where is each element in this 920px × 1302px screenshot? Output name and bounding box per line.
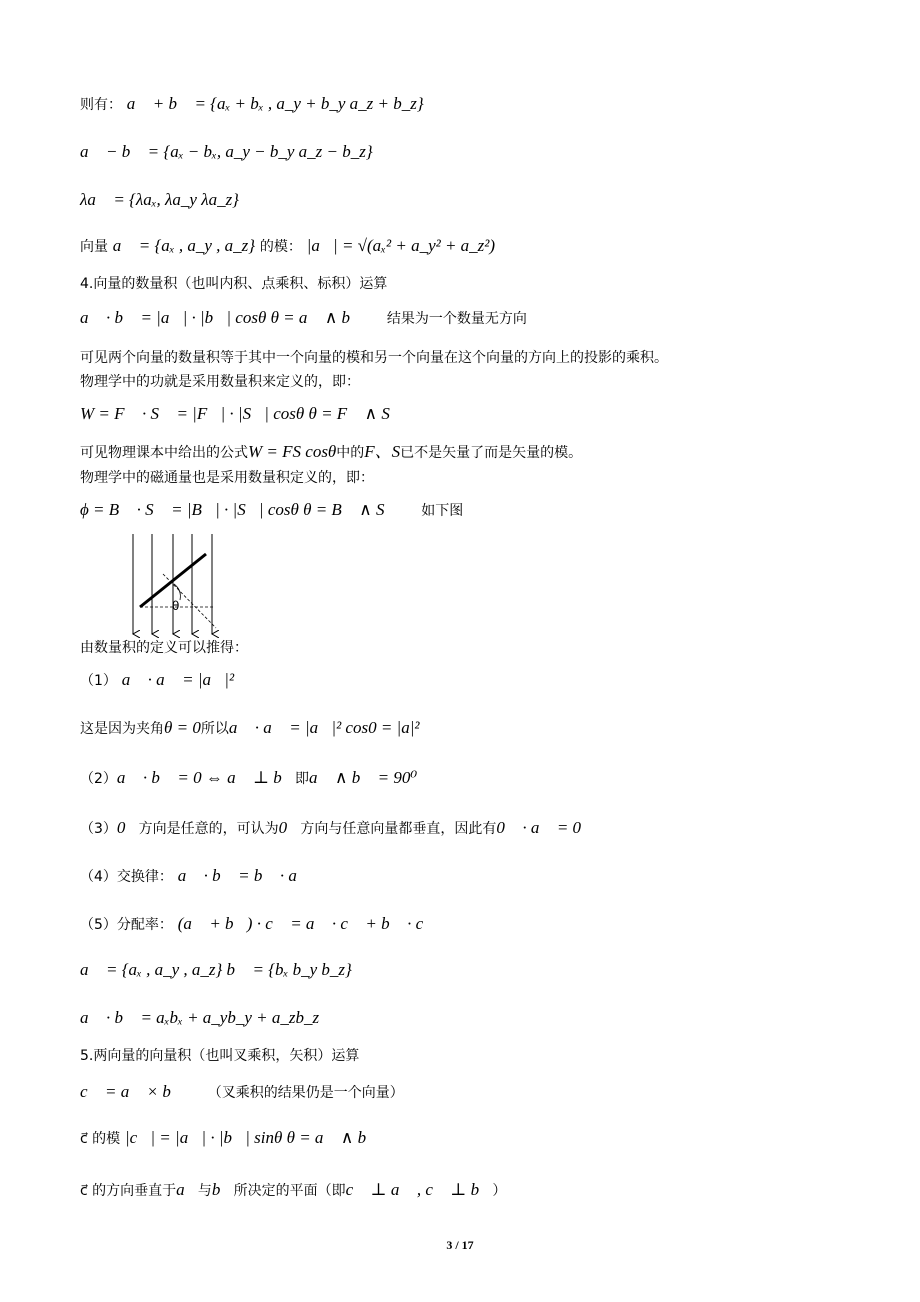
textbook-text-c: 已不是矢量了而是矢量的模。 bbox=[400, 445, 583, 461]
component-dot-formula: a⃗ · b⃗ = aₓbₓ + a_yb_y + a_zb_z bbox=[80, 1008, 320, 1027]
property-2-label: （2） bbox=[80, 771, 117, 787]
vector-a-symbol: a⃗ bbox=[176, 1180, 198, 1199]
projection-paragraph: 可见两个向量的数量积等于其中一个向量的模和另一个向量在这个向量的方向上的投影的乘积。 bbox=[80, 350, 668, 366]
perpendicular-formula: a⃗ · b⃗ = 0 ⇔ a⃗ ⊥ b⃗ bbox=[116, 768, 296, 787]
cross-product-formula: c⃗ = a⃗ × b⃗ bbox=[80, 1082, 185, 1101]
section-4-heading: 4.向量的数量积（也叫内积、点乘积、标积）运算 bbox=[80, 276, 388, 292]
work-formula: W = F⃗ · S⃗ = |F⃗| · |S⃗| cosθ θ = F⃗ ∧ S⃗ bbox=[80, 404, 404, 423]
dot-product-line bbox=[80, 306, 527, 331]
property-1-label: （1） bbox=[80, 673, 117, 689]
perpendicular-conditions: c⃗ ⊥ a⃗ , c⃗ ⊥ b⃗ bbox=[345, 1180, 493, 1199]
commutative-label: （4）交换律： bbox=[80, 869, 173, 885]
dot-product-note: 结果为一个数量无方向 bbox=[386, 311, 527, 327]
vector-addition-line bbox=[80, 92, 424, 117]
property-3-text-a: 方向是任意的，可认为 bbox=[138, 821, 279, 837]
components-line bbox=[80, 958, 352, 982]
scalar-multiplication-line bbox=[80, 188, 239, 212]
property-4-line bbox=[80, 864, 310, 889]
field-lines bbox=[133, 534, 212, 634]
cross-product-note: （叉乘积的结果仍是一个向量） bbox=[207, 1085, 404, 1101]
zero-vector-b: 0⃗ bbox=[278, 818, 301, 837]
flux-diagram bbox=[118, 532, 238, 642]
cross-direction-text-b: 与 bbox=[197, 1183, 212, 1199]
component-dot-line bbox=[80, 1006, 319, 1030]
property-5-line bbox=[80, 912, 436, 937]
cross-magnitude-label: c⃗ 的模 bbox=[80, 1131, 121, 1147]
section-5-heading: 5.两向量的向量积（也叫叉乘积，矢积）运算 bbox=[80, 1048, 360, 1064]
distributive-label: （5）分配率： bbox=[80, 917, 173, 933]
cross-direction-text-d: ） bbox=[492, 1183, 507, 1199]
vector-components-formula: a⃗ = {aₓ , a_y , a_z} bbox=[112, 236, 256, 255]
theta-label: θ bbox=[172, 599, 180, 613]
vector-addition-formula: a⃗ + b⃗ = {aₓ + bₓ , a_y + b_y a_z + b_z} bbox=[126, 94, 424, 113]
magnitude-formula: |a⃗| = √(aₓ² + a_y² + a_z²) bbox=[306, 236, 496, 255]
cross-direction-text-c: 所决定的平面（即 bbox=[233, 1183, 346, 1199]
zero-dot-formula: 0⃗ · a⃗ = 0 bbox=[496, 818, 582, 837]
zero-vector-a: 0⃗ bbox=[116, 818, 139, 837]
vector-subtraction-line bbox=[80, 140, 373, 164]
zero-angle-text-b: 所以 bbox=[200, 721, 229, 737]
see-figure-note: 如下图 bbox=[421, 503, 464, 519]
textbook-symbols: F、S bbox=[364, 442, 401, 461]
scalar-multiplication-formula: λa⃗ = {λaₓ, λa_y λa_z} bbox=[80, 190, 239, 209]
textbook-formula: W = FS cosθ bbox=[248, 442, 337, 461]
textbook-text-a: 可见物理课本中给出的公式 bbox=[80, 445, 248, 461]
zero-angle-text-a: 这是因为夹角 bbox=[80, 721, 164, 737]
magnitude-word: 的模： bbox=[259, 239, 302, 255]
flux-definition-paragraph: 物理学中的磁通量也是采用数量积定义的，即： bbox=[80, 470, 374, 486]
textbook-formula-paragraph bbox=[80, 440, 582, 465]
zero-angle-line bbox=[80, 716, 420, 741]
dot-product-formula: a⃗ · b⃗ = |a⃗| · |b⃗| cosθ θ = a⃗ ∧ b⃗ bbox=[80, 308, 364, 327]
property-3-line bbox=[80, 816, 581, 841]
cross-direction-line bbox=[80, 1178, 506, 1203]
property-2-text: 即 bbox=[295, 771, 310, 787]
commutative-formula: a⃗ · b⃗ = b⃗ · a⃗ bbox=[177, 866, 311, 885]
work-formula-line bbox=[80, 402, 403, 426]
property-3-label: （3） bbox=[80, 821, 117, 837]
property-2-line bbox=[80, 766, 417, 791]
self-dot-formula: a⃗ · a⃗ = |a⃗|² cos0 = |a|² bbox=[228, 718, 420, 737]
property-1-formula: a⃗ · a⃗ = |a⃗|² bbox=[121, 670, 235, 689]
zero-angle-formula: θ = 0 bbox=[164, 718, 201, 737]
property-3-text-b: 方向与任意向量都垂直，因此有 bbox=[300, 821, 497, 837]
work-definition-paragraph: 物理学中的功就是采用数量积来定义的，即： bbox=[80, 374, 360, 390]
cross-direction-text-a: c⃗ 的方向垂直于 bbox=[80, 1183, 177, 1199]
flux-formula-line bbox=[80, 498, 463, 523]
cross-magnitude-line bbox=[80, 1126, 379, 1151]
vector-word: 向量 bbox=[80, 239, 108, 255]
property-1-line bbox=[80, 668, 234, 693]
vector-magnitude-line bbox=[80, 234, 495, 259]
flux-formula: ϕ = B⃗ · S⃗ = |B⃗| · |S⃗| cosθ θ = B⃗ ∧ S⃗ bbox=[80, 500, 398, 519]
page-number: 3 / 17 bbox=[446, 1238, 474, 1252]
distributive-formula: (a⃗ + b⃗) · c⃗ = a⃗ · c⃗ + b⃗ · c⃗ bbox=[177, 914, 437, 933]
cross-magnitude-formula: |c⃗| = |a⃗| · |b⃗| sinθ θ = a⃗ ∧ b⃗ bbox=[124, 1128, 380, 1147]
derivation-intro: 由数量积的定义可以推得： bbox=[80, 640, 248, 656]
components-formula: a⃗ = {aₓ , a_y , a_z} b⃗ = {bₓ b_y b_z} bbox=[80, 960, 352, 979]
cross-product-line bbox=[80, 1080, 404, 1105]
vector-subtraction-formula: a⃗ − b⃗ = {aₓ − bₓ, a_y − b_y a_z − b_z} bbox=[80, 142, 373, 161]
then-label: 则有： bbox=[80, 97, 122, 113]
textbook-text-b: 中的 bbox=[336, 445, 365, 461]
vector-b-symbol: b⃗ bbox=[211, 1180, 234, 1199]
right-angle-formula: a⃗ ∧ b⃗ = 90⁰ bbox=[309, 768, 418, 787]
normal-dashed-line bbox=[163, 574, 216, 628]
